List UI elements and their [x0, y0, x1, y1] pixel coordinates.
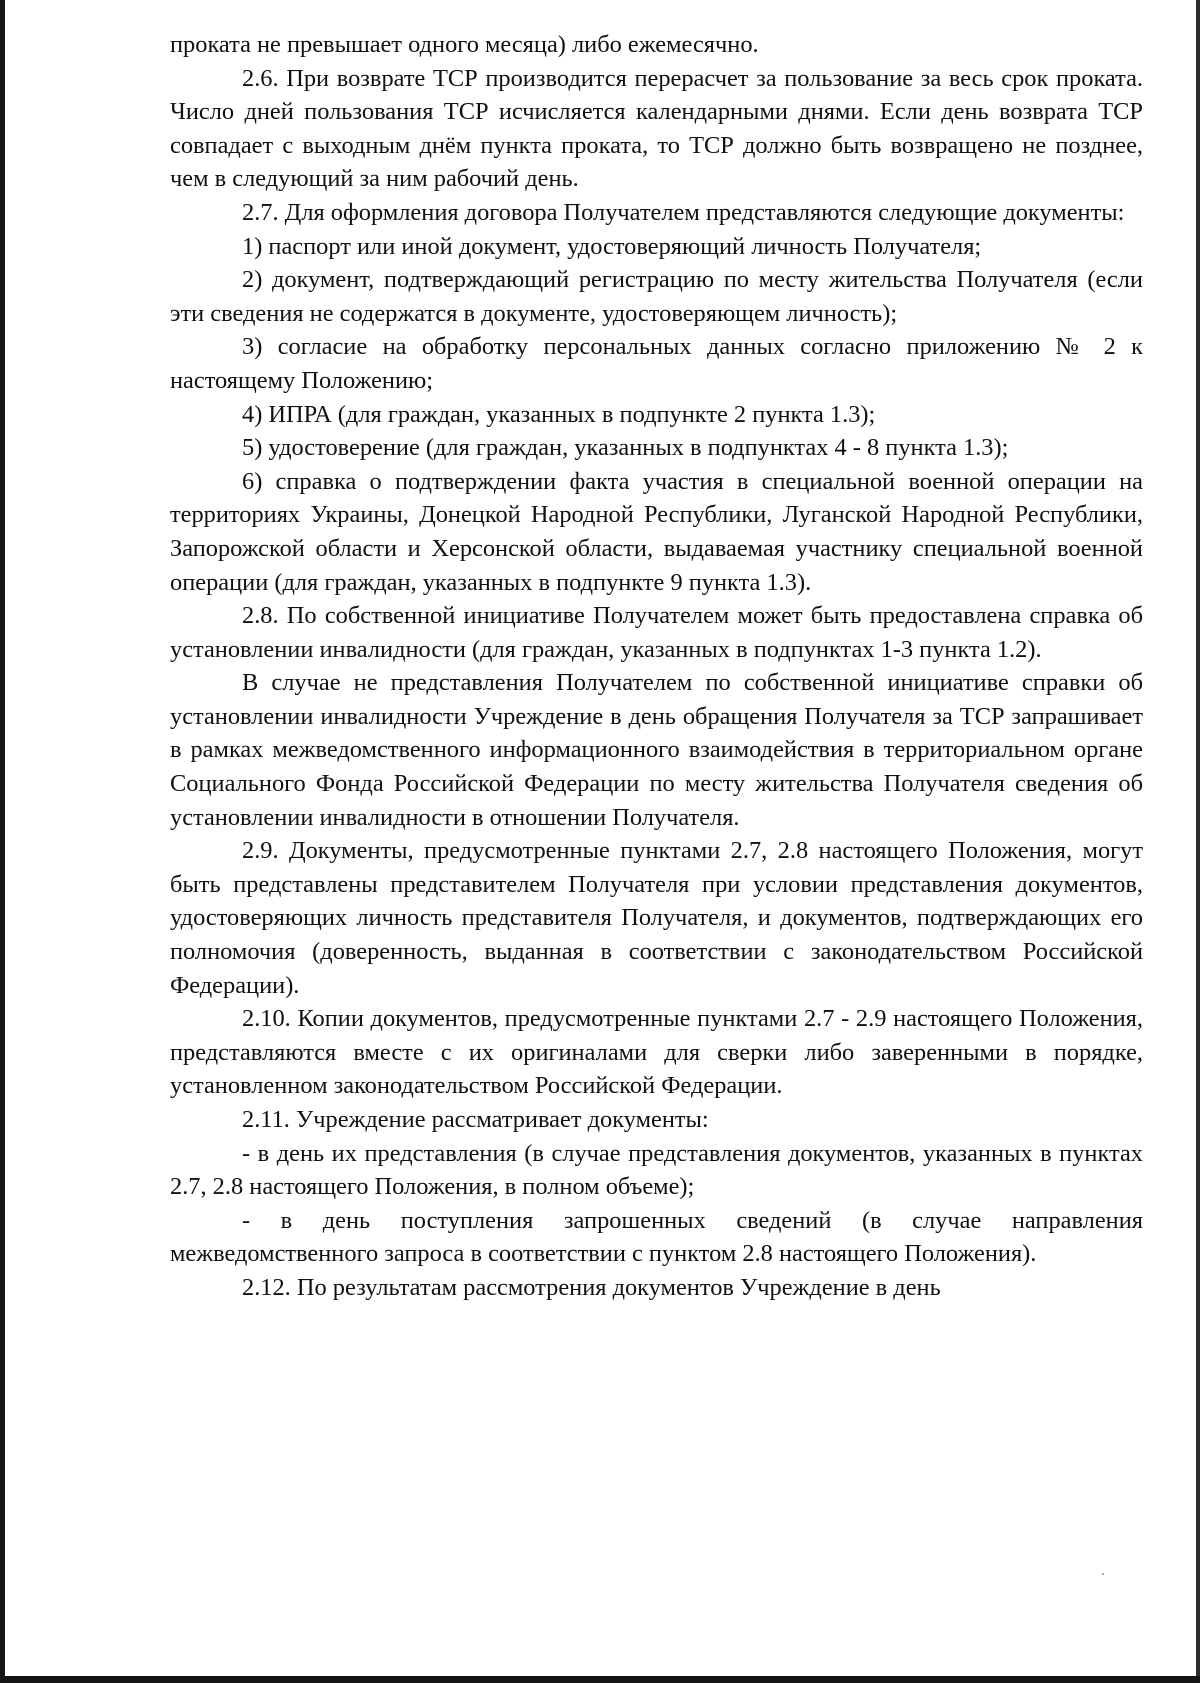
scan-border-right — [1196, 0, 1200, 1683]
paragraph-2-9: 2.9. Документы, предусмотренные пунктами 2.7, 2.8 настоящего Положения, могут быть представлены представителем Получателя при условии представления документов, удостоверяющих личность представителя Получателя, и документов, подтверждающих его полномочия (доверенность, выданная в соответствии с законодательством Российской Федерации). — [170, 837, 1143, 999]
paragraph-2-6: 2.6. При возврате ТСР производится перерасчет за пользование за весь срок проката. Число дней пользования ТСР исчисляется календарными днями. Если день возврата ТСР совпадает с выходным днём пункта проката, то ТСР должно быть возвращено не позднее, чем в следующий за ним рабочий день. — [170, 64, 1143, 193]
paragraph-2-11: 2.11. Учреждение рассматривает документы: — [242, 1106, 709, 1133]
paragraph-continuation: проката не превышает одного месяца) либо ежемесячно. — [170, 31, 759, 58]
list-item-1: 1) паспорт или иной документ, удостоверяющий личность Получателя; — [242, 232, 982, 260]
paragraph-2-10: 2.10. Копии документов, предусмотренные пунктами 2.7 - 2.9 настоящего Положения, представляются вместе с их оригиналами для сверки либо заверенными в порядке, установленном законодательством Российской Федерации. — [170, 1005, 1143, 1100]
list-item-4: 4) ИПРА (для граждан, указанных в подпункте 2 пункта 1.3); — [242, 400, 876, 428]
list-item-6: 6) справка о подтверждении факта участия в специальной военной операции на территориях Украины, Донецкой Народной Республики, Луганской Народной Республики, Запорожской области и Херсонской области, выдаваемая участнику специальной военной операции (для граждан, указанных в подпункте 9 пункта 1.3). — [170, 467, 1143, 596]
list-item-3: 3) согласие на обработку персональных данных согласно приложению № 2 к настоящему Положению; — [170, 333, 1143, 394]
scan-border-bottom — [0, 1676, 1200, 1683]
scan-border-left — [0, 0, 5, 1683]
list-item-5: 5) удостоверение (для граждан, указанных в подпунктах 4 - 8 пункта 1.3); — [242, 434, 1009, 462]
paragraph-2-11-item-2: - в день поступления запрошенных сведений (в случае направления межведомственного запроса в соответствии с пунктом 2.8 настоящего Положения). — [170, 1206, 1143, 1268]
document-body — [170, 28, 1143, 1305]
paragraph-2-12: 2.12. По результатам рассмотрения документов Учреждение в день — [242, 1273, 941, 1301]
paragraph-2-8-continued: В случае не представления Получателем по собственной инициативе справки об установлении инвалидности Учреждение в день обращения Получателя за ТСР запрашивает в рамках межведомственного информационного взаимодействия в территориальном органе Социального Фонда Российской Федерации по месту жительства Получателя сведения об установлении инвалидности в отношении Получателя. — [170, 669, 1143, 831]
paragraph-2-11-item-1: - в день их представления (в случае представления документов, указанных в пунктах 2.7, 2.8 настоящего Положения, в полном объеме); — [170, 1139, 1143, 1201]
paragraph-2-7: 2.7. Для оформления договора Получателем представляются следующие документы: — [242, 198, 1125, 226]
paragraph-2-8: 2.8. По собственной инициативе Получателем может быть предоставлена справка об установлении инвалидности (для граждан, указанных в подпунктах 1-3 пункта 1.2). — [170, 602, 1143, 663]
list-item-2: 2) документ, подтверждающий регистрацию по месту жительства Получателя (если эти сведения не содержатся в документе, удостоверяющем личность); — [170, 266, 1143, 327]
scan-speck — [1102, 1573, 1104, 1575]
